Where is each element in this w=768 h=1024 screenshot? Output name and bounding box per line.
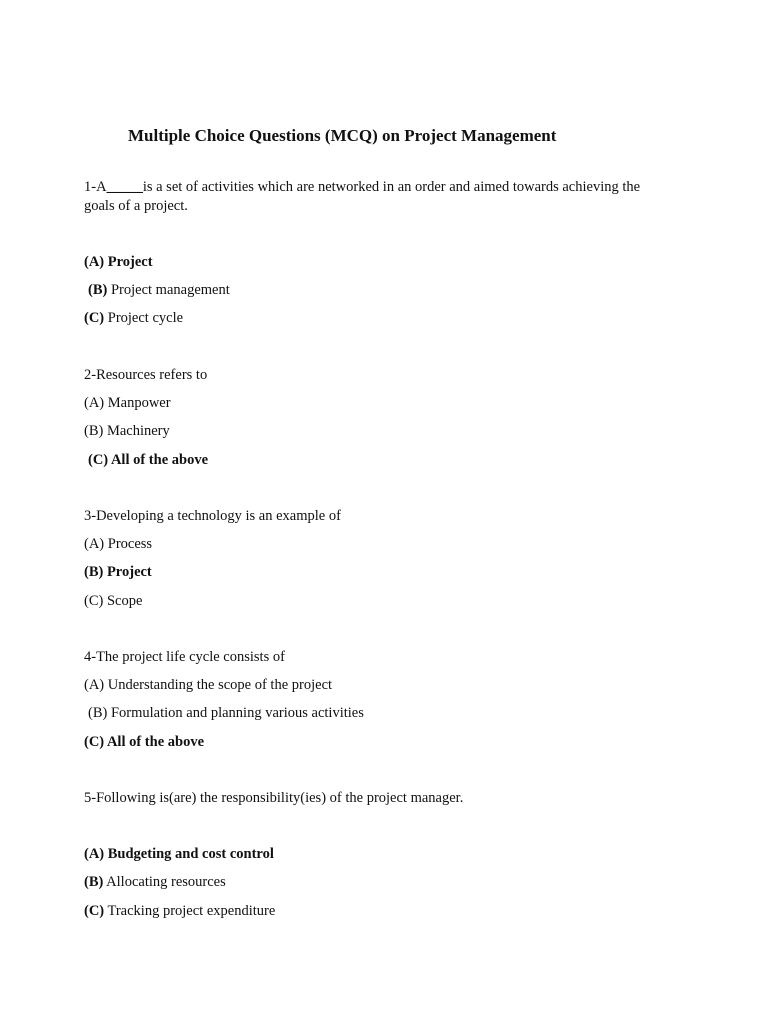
option-b-label: (B) [84, 874, 104, 890]
question-3-option-b: (B) Project [84, 564, 152, 580]
question-2-option-b: (B) Machinery [84, 423, 170, 439]
question-5-option-c [84, 902, 275, 920]
question-5-option-b [84, 873, 226, 891]
question-3: 3-Developing a technology is an example of [84, 508, 341, 524]
question-1-line-1 [84, 178, 640, 196]
question-3-option-a: (A) Process [84, 536, 153, 552]
option-c-label: (C) [84, 310, 105, 326]
question-2: 2-Resources refers to [84, 367, 208, 383]
option-b-text: Project management [107, 282, 230, 298]
option-a-text: Project [104, 254, 153, 270]
question-1-prefix: 1-A [84, 179, 107, 195]
question-1-option-b [88, 281, 230, 299]
question-3-option-c: (C) Scope [84, 593, 143, 609]
option-c-text: Project cycle [104, 310, 184, 326]
question-5: 5-Following is(are) the responsibility(ies) of the project manager. [84, 790, 464, 806]
question-2-option-a: (A) Manpower [84, 395, 171, 411]
question-5-option-a: (A) Budgeting and cost control [84, 846, 274, 862]
option-b-text: Allocating resources [103, 874, 226, 890]
question-1-option-c [84, 309, 183, 327]
question-4-option-c: (C) All of the above [84, 734, 205, 750]
question-4-option-a: (A) Understanding the scope of the project [84, 677, 333, 693]
question-1-text-1: is a set of activities which are networked in an order and aimed towards achieving the [142, 179, 641, 195]
option-c-text: Tracking project expenditure [104, 903, 276, 919]
question-1-blank: _____ [106, 179, 143, 195]
question-2-option-c: (C) All of the above [88, 452, 209, 468]
question-4-option-b: (B) Formulation and planning various activities [88, 705, 364, 721]
question-4: 4-The project life cycle consists of [84, 649, 285, 665]
question-1-option-a [84, 253, 153, 271]
option-a-label: (A) [84, 254, 105, 270]
option-c-label: (C) [84, 903, 105, 919]
question-1-line-2: goals of a project. [84, 198, 188, 214]
page-title: Multiple Choice Questions (MCQ) on Project Management [128, 126, 557, 145]
option-b-label: (B) [88, 282, 108, 298]
